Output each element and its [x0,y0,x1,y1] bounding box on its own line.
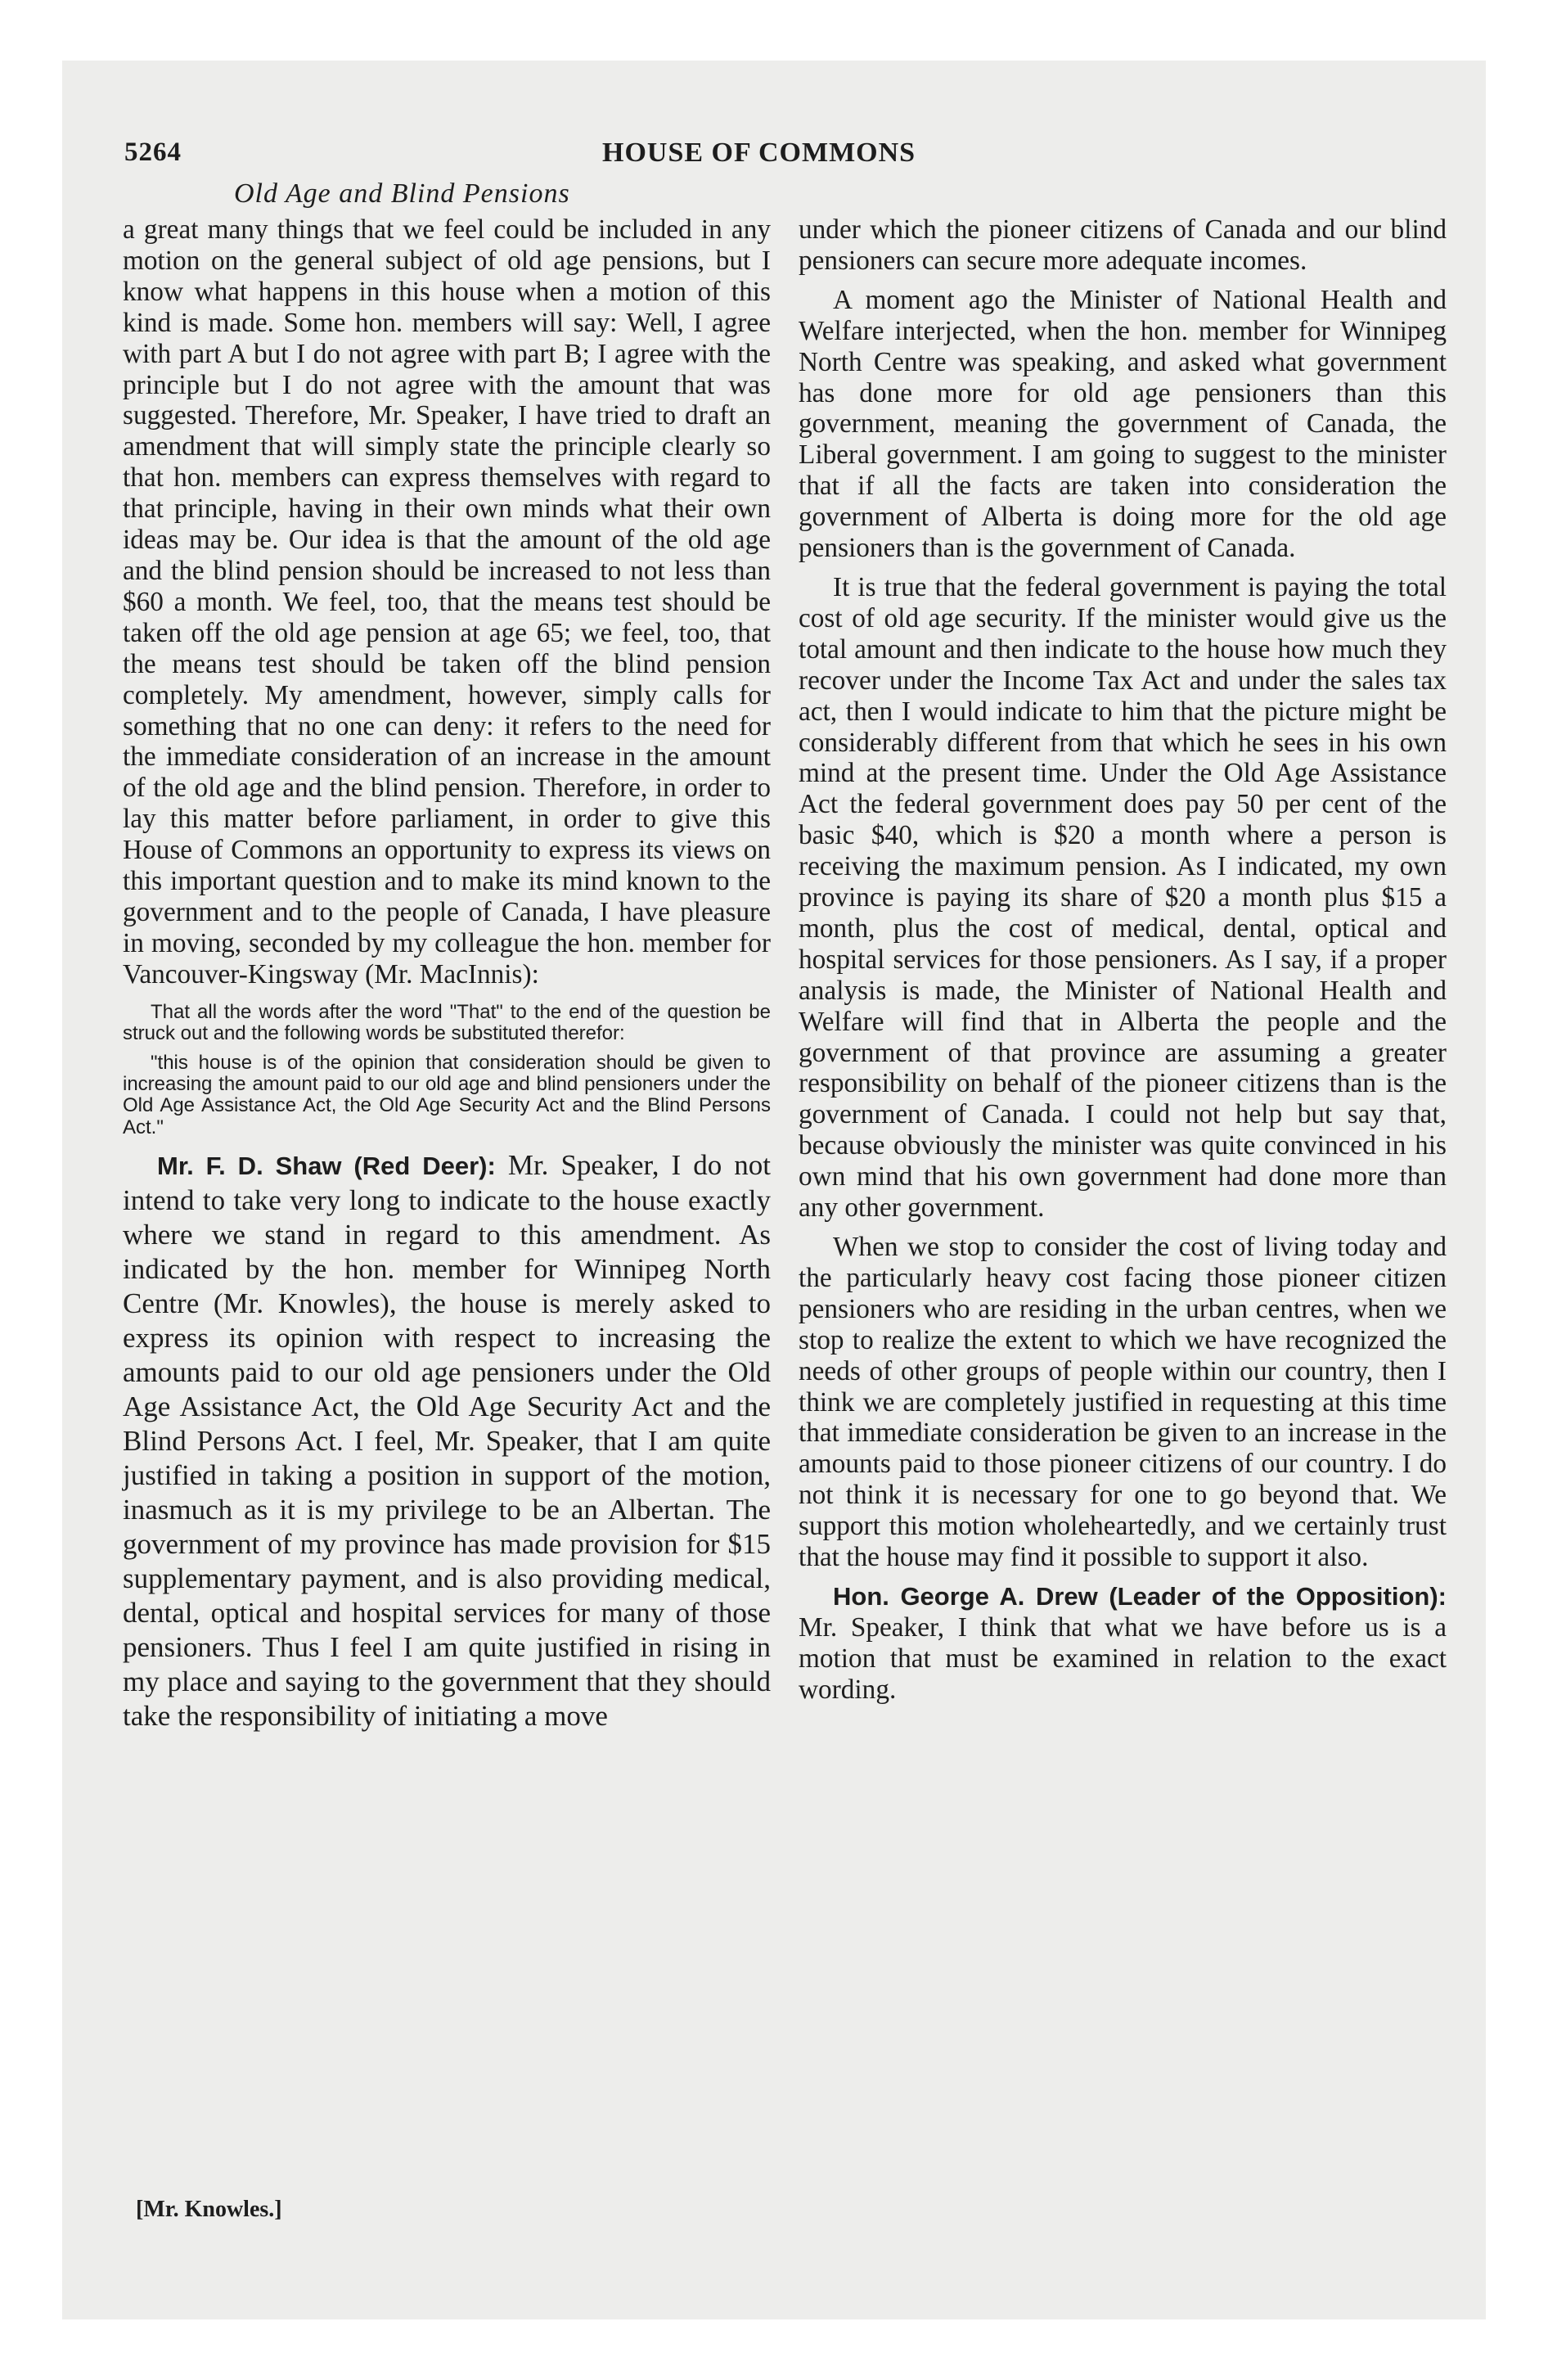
left-paragraph-1: a great many things that we feel could be included in any motion on the general subject of old age pensions, but I know what happens in this house when a motion of this kind is made. Some hon. members will say: Well, I agree with part A but I do not agree with part B; I agree with the principle but I do not agree with the amount that was suggested. Therefore, Mr. Speaker, I have tried to draft an amendment that will simply state the principle clearly so that hon. members can express themselves with regard to that principle, having in their own minds what their own ideas may be. Our idea is that the amount of the old age and the blind pension should be increased to not less than $60 a month. We feel, too, that the means test should be taken off the old age pension at age 65; we feel, too, that the means test should be taken off the blind pension completely. My amendment, however, simply calls for something that no one can deny: it refers to the need for the immediate consideration of an increase in the amount of the old age and the blind pension. Therefore, in order to lay this matter before parliament, in order to give this House of Commons an opportunity to express its views on this important question and to make its mind known to the government and to the people of Canada, I have pleasure in moving, seconded by my colleague the hon. member for Vancouver-Kingsway (Mr. MacInnis): [123,214,771,989]
speaker-name-shaw: Mr. F. D. Shaw (Red Deer): [157,1151,496,1180]
speaker-name-drew: Hon. George A. Drew (Leader of the Opposition): [833,1581,1447,1611]
footer-speaker-note: [Mr. Knowles.] [136,2197,282,2222]
amendment-quote-line-2: "this house is of the opinion that consideration should be given to increasing the amount paid to our old age and blind pensioners under the Old Age Assistance Act, the Old Age Security Act and the Blind Persons Act." [123,1052,771,1138]
page-number: 5264 [124,137,182,167]
shaw-speech: Mr. Speaker, I do not intend to take very long to indicate to the house exactly where we stand in regard to this amendment. As indicated by the hon. member for Winnipeg North Centre (Mr. Knowles), the house is merely asked to express its opinion with respect to increasing the amounts paid to our old age pensioners under the Old Age Assistance Act, the Old Age Security Act and the Blind Persons Act. I feel, Mr. Speaker, that I am quite justified in taking a position in support of the motion, inasmuch as it is my privilege to be an Albertan. The government of my province has made provision for $15 supplementary payment, and is also providing medical, dental, optical and hospital services for many of those pensioners. Thus I feel I am quite justified in rising in my place and saying to the government that they should take the responsibility of initiating a move [123,1148,771,1732]
right-paragraph-2: A moment ago the Minister of National Health and Welfare interjected, when the hon. member for Winnipeg North Centre was speaking, and asked what government has done more for old age pensioners than this government, meaning the government of Canada, the Liberal government. I am going to suggest to the minister that if all the facts are taken into consideration the government of Alberta is doing more for the old age pensioners than is the government of Canada. [799,284,1447,564]
drew-speech: Mr. Speaker, I think that what we have before us is a motion that must be examined in relation to the exact wording. [799,1611,1447,1705]
right-paragraph-3: It is true that the federal government is paying the total cost of old age security. If the minister would give us the total amount and then indicate to the house how much they recover under the Income Tax Act and under the sales tax act, then I would indicate to him that the picture might be considerably different from that which he sees in his own mind at the present time. Under the Old Age Assistance Act the federal government does pay 50 per cent of the basic $40, which is $20 a month where a person is receiving the maximum pension. As I indicated, my own province is paying its share of $20 a month plus $15 a month, plus the cost of medical, dental, optical and hospital services for those pensioners. As I say, if a proper analysis is made, the Minister of National Health and Welfare will find that in Alberta the people and the government of that province are assuming a greater responsibility on behalf of the pioneer citizens than is the government of Canada. I could not help but say that, because obviously the minister was quite convinced in his own mind that his own government had done more than any other government. [799,571,1447,1224]
running-head: HOUSE OF COMMONS [602,137,916,168]
right-paragraph-5 [799,1581,1447,1706]
left-column [123,214,771,1733]
right-paragraph-1: under which the pioneer citizens of Canada and our blind pensioners can secure more adequate incomes. [799,214,1447,276]
right-column [799,214,1447,1706]
amendment-quote-line-1: That all the words after the word "That" to the end of the question be struck out and the following words be substituted therefor: [123,1000,771,1044]
right-paragraph-4: When we stop to consider the cost of living today and the particularly heavy cost facing those pioneer citizen pensioners who are residing in the urban centres, when we stop to realize the extent to which we have recognized the needs of other groups of people within our country, then I think we are completely justified in requesting at this time that immediate consideration be given to an increase in the amounts paid to those pioneer citizens of our country. I do not think it is necessary for one to go beyond that. We support this motion wholeheartedly, and we certainly trust that the house may find it possible to support it also. [799,1232,1447,1573]
amendment-quote [123,1002,771,1138]
left-paragraph-2 [123,1148,771,1733]
subject-heading: Old Age and Blind Pensions [234,178,570,209]
